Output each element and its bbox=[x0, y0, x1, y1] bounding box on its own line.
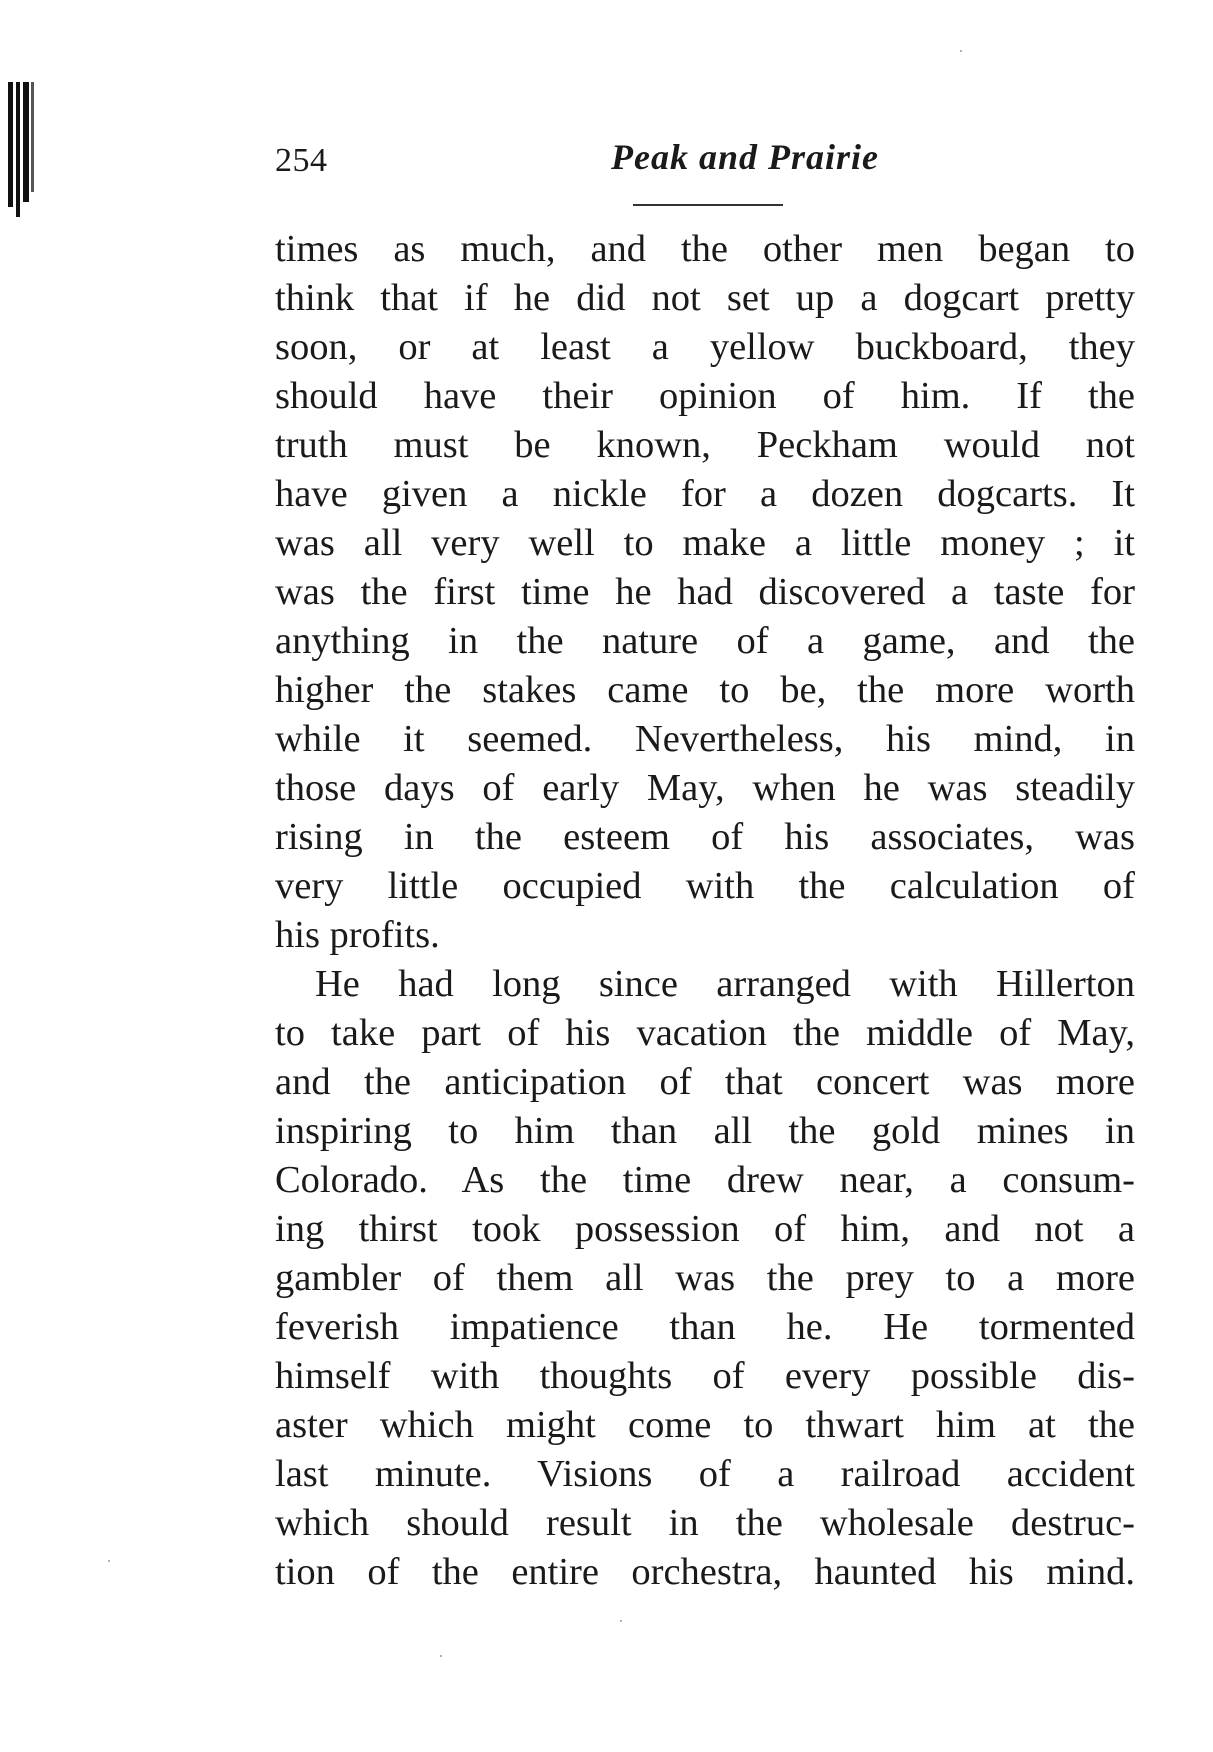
text-line: himself with thoughts of every possible dis- bbox=[275, 1355, 1135, 1397]
text-line: those days of early May, when he was steadily bbox=[275, 767, 1135, 809]
body-text bbox=[275, 225, 1135, 1597]
text-line: which should result in the wholesale destruc- bbox=[275, 1502, 1135, 1544]
text-line: anything in the nature of a game, and the bbox=[275, 620, 1135, 662]
text-line: very little occupied with the calculation of bbox=[275, 865, 1135, 907]
text-line: was all very well to make a little money ; it bbox=[275, 522, 1135, 564]
text-line: ing thirst took possession of him, and not a bbox=[275, 1208, 1135, 1250]
text-line: last minute. Visions of a railroad accident bbox=[275, 1453, 1135, 1495]
paragraph-1 bbox=[275, 225, 1135, 960]
binding-edge-mark bbox=[8, 82, 36, 217]
text-line: higher the stakes came to be, the more worth bbox=[275, 669, 1135, 711]
paper-speck bbox=[108, 1560, 110, 1562]
paper-speck bbox=[620, 1620, 622, 1622]
text-line: to take part of his vacation the middle of May, bbox=[275, 1012, 1135, 1054]
text-line: tion of the entire orchestra, haunted his mind. bbox=[275, 1551, 1135, 1593]
text-line: soon, or at least a yellow buckboard, they bbox=[275, 326, 1135, 368]
text-line: rising in the esteem of his associates, was bbox=[275, 816, 1135, 858]
text-line: think that if he did not set up a dogcart pretty bbox=[275, 277, 1135, 319]
text-line: He had long since arranged with Hillerton bbox=[315, 963, 1135, 1005]
text-line: his profits. bbox=[275, 914, 440, 956]
text-line: aster which might come to thwart him at the bbox=[275, 1404, 1135, 1446]
text-line: truth must be known, Peckham would not bbox=[275, 424, 1135, 466]
text-line: was the first time he had discovered a taste for bbox=[275, 571, 1135, 613]
text-line: and the anticipation of that concert was more bbox=[275, 1061, 1135, 1103]
text-line: while it seemed. Nevertheless, his mind, in bbox=[275, 718, 1135, 760]
header-rule bbox=[633, 204, 783, 206]
paper-speck bbox=[960, 50, 962, 52]
page-header bbox=[275, 128, 1135, 188]
text-line: should have their opinion of him. If the bbox=[275, 375, 1135, 417]
text-line: times as much, and the other men began to bbox=[275, 228, 1135, 270]
text-line: gambler of them all was the prey to a more bbox=[275, 1257, 1135, 1299]
text-line: inspiring to him than all the gold mines in bbox=[275, 1110, 1135, 1152]
paragraph-2 bbox=[275, 960, 1135, 1597]
page-number: 254 bbox=[275, 142, 328, 179]
text-line: have given a nickle for a dozen dogcarts. It bbox=[275, 473, 1135, 515]
running-title: Peak and Prairie bbox=[611, 137, 879, 177]
paper-speck bbox=[440, 1655, 442, 1657]
text-line: feverish impatience than he. He tormented bbox=[275, 1306, 1135, 1348]
text-line: Colorado. As the time drew near, a consum- bbox=[275, 1159, 1135, 1201]
